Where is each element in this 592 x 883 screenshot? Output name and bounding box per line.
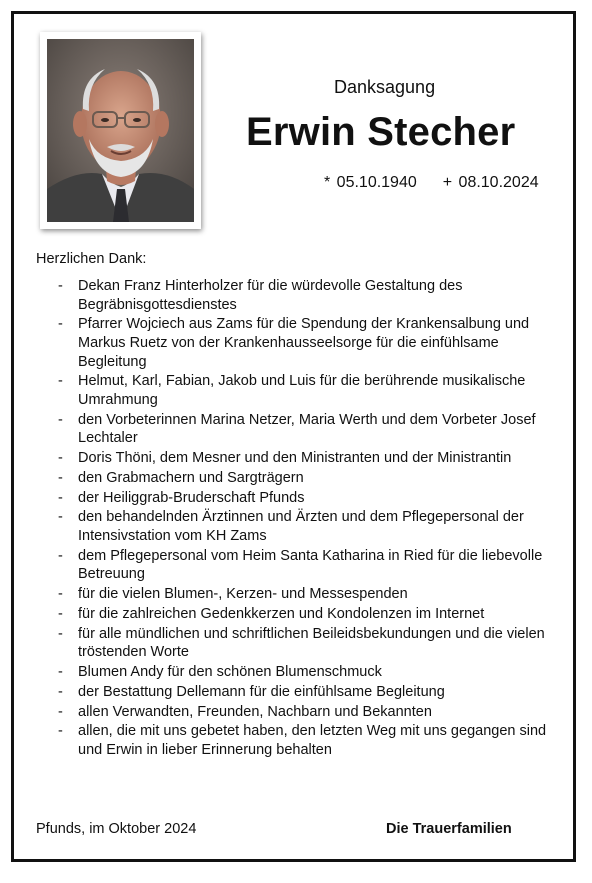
list-item-text: allen, die mit uns gebetet haben, den letzten Weg mit uns gegangen sind und Erwin in lieber Erinnerung behalten <box>78 723 547 759</box>
list-dash: - <box>58 469 63 486</box>
list-dash: - <box>58 586 63 603</box>
list-item <box>36 411 556 448</box>
notice-frame <box>11 11 576 862</box>
list-dash: - <box>58 625 63 642</box>
list-item-text: für die zahlreichen Gedenkkerzen und Kondolenzen im Internet <box>78 605 485 622</box>
list-item-text: der Heiliggrab-Bruderschaft Pfunds <box>78 489 305 506</box>
list-item <box>36 489 556 508</box>
list-item-text: den Vorbeterinnen Marina Netzer, Maria Werth und dem Vorbeter Josef Lechtaler <box>78 411 536 447</box>
list-item <box>36 683 556 702</box>
list-item-text: dem Pflegepersonal vom Heim Santa Katharina in Ried für die liebevolle Betreuung <box>78 547 543 583</box>
signature: Die Trauerfamilien <box>386 821 512 837</box>
list-dash: - <box>58 703 63 720</box>
list-dash: - <box>58 547 63 564</box>
list-dash: - <box>58 509 63 526</box>
list-item <box>36 449 556 468</box>
list-item <box>36 372 556 409</box>
list-item <box>36 547 556 584</box>
list-item <box>36 625 556 662</box>
list-dash: - <box>58 664 63 681</box>
list-item-text: den behandelnden Ärztinnen und Ärzten und dem Pflegepersonal der Intensivstation vom KH Zams <box>78 509 524 545</box>
list-item <box>36 508 556 545</box>
list-dash: - <box>58 450 63 467</box>
list-item <box>36 722 556 759</box>
list-item-text: für die vielen Blumen-, Kerzen- und Messespenden <box>78 586 408 603</box>
list-item-text: der Bestattung Dellemann für die einfühlsame Begleitung <box>78 683 445 700</box>
life-dates <box>324 174 539 192</box>
list-item <box>36 703 556 722</box>
thanks-intro: Herzlichen Dank: <box>36 251 147 267</box>
list-dash: - <box>58 411 63 428</box>
birth-date: * 05.10.1940 <box>324 174 417 191</box>
list-item <box>36 469 556 488</box>
list-dash: - <box>58 278 63 294</box>
list-item <box>36 277 556 314</box>
notice-heading: Danksagung <box>334 77 436 97</box>
list-dash: - <box>58 723 63 740</box>
deceased-name: Erwin Stecher <box>246 110 516 154</box>
list-item-text: Helmut, Karl, Fabian, Jakob und Luis für die berührende musikalische Umrahmung <box>78 373 526 408</box>
list-item <box>36 605 556 624</box>
list-dash: - <box>58 605 63 622</box>
list-item <box>36 585 556 604</box>
list-dash: - <box>58 683 63 700</box>
list-item-text: Blumen Andy für den schönen Blumenschmuck <box>78 664 382 681</box>
list-item-text: den Grabmachern und Sargträgern <box>78 469 304 486</box>
place-date: Pfunds, im Oktober 2024 <box>36 821 197 837</box>
list-item-text: Pfarrer Wojciech aus Zams für die Spendung der Krankensalbung und Markus Ruetz von der Krankenhausseelsorge für die einfühlsame Begleitung <box>78 316 530 370</box>
list-dash: - <box>58 489 63 506</box>
list-item-text: allen Verwandten, Freunden, Nachbarn und Bekannten <box>78 703 432 720</box>
list-dash: - <box>58 373 63 390</box>
thanks-list <box>36 277 556 761</box>
death-date: + 08.10.2024 <box>442 174 539 191</box>
list-item-text: Doris Thöni, dem Mesner und den Ministranten und der Ministrantin <box>78 450 512 467</box>
portrait-frame <box>40 32 201 229</box>
list-item <box>36 663 556 682</box>
list-item <box>36 315 556 371</box>
list-dash: - <box>58 316 63 333</box>
portrait-photo-icon <box>47 39 194 222</box>
list-item-text: für alle mündlichen und schriftlichen Beileidsbekundungen und die vielen tröstenden Worte <box>78 625 545 661</box>
list-item-text: Dekan Franz Hinterholzer für die würdevolle Gestaltung des Begräbnisgottesdienstes <box>78 278 463 313</box>
